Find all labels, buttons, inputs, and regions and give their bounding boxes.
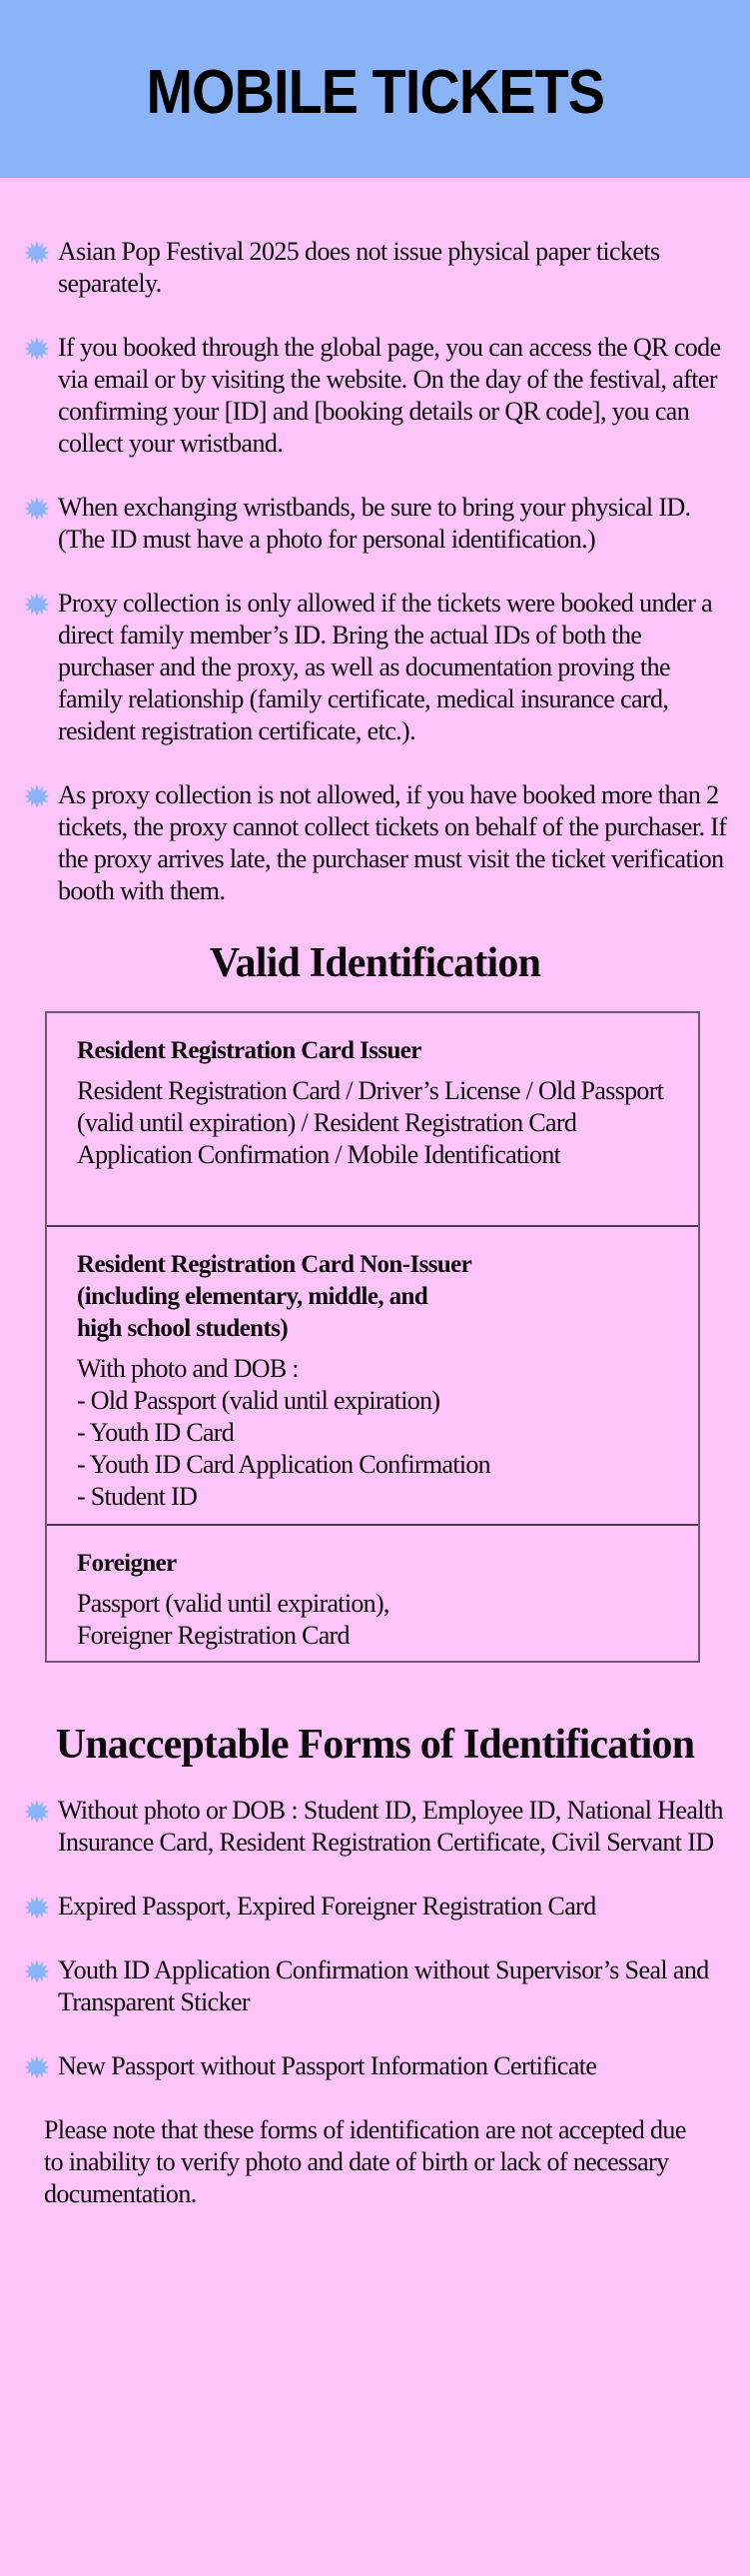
list-item <box>0 588 736 747</box>
ticket-info-list <box>0 236 750 907</box>
list-item <box>0 779 736 907</box>
unacceptable-identification-section <box>0 1721 750 2210</box>
starburst-icon <box>25 337 49 361</box>
id-table-row <box>47 1227 698 1526</box>
starburst-icon <box>25 1896 49 1920</box>
page-title: MOBILE TICKETS <box>146 57 604 127</box>
id-row-body: With photo and DOB : - Old Passport (valid until expiration) - Youth ID Card - Youth ID Card Application Confirmation - Student ID <box>77 1354 490 1511</box>
id-row-body: Passport (valid until expiration), Foreigner Registration Card <box>77 1589 389 1650</box>
id-row-title: Resident Registration Card Issuer <box>77 1037 421 1064</box>
list-item <box>0 1954 736 2018</box>
list-item-text: Without photo or DOB : Student ID, Employee ID, National Health Insurance Card, Resident Registration Certificate, Civil Servant ID <box>58 1796 723 1857</box>
list-item <box>0 1891 736 1923</box>
list-item-text: If you booked through the global page, you can access the QR code via email or by visiting the website. On the day of the festival, after confirming your [ID] and [booking details or QR code], you can collect your wristband. <box>58 333 721 458</box>
list-item <box>0 1795 736 1859</box>
id-table-row <box>47 1526 698 1661</box>
id-table-row <box>47 1013 698 1227</box>
id-row-body: Resident Registration Card / Driver’s License / Old Passport (valid until expiration) / Resident Registration Card Application Confirmation / Mobile Identificationt <box>77 1076 664 1169</box>
list-item-text: Asian Pop Festival 2025 does not issue physical paper tickets separately. <box>58 237 660 298</box>
list-item-text: As proxy collection is not allowed, if you have booked more than 2 tickets, the proxy cannot collect tickets on behalf of the purchaser. If the proxy arrives late, the purchaser must visit the ticket verification booth with them. <box>58 780 727 905</box>
ticket-info-section <box>0 178 750 907</box>
unacceptable-id-list <box>0 1795 750 2082</box>
list-item-text: New Passport without Passport Information Certificate <box>58 2051 597 2080</box>
starburst-icon <box>25 593 49 617</box>
page-header <box>0 0 750 178</box>
list-item-text: Proxy collection is only allowed if the tickets were booked under a direct family member’s ID. Bring the actual IDs of both the purchaser and the proxy, as well as documentation proving the family relationship (family certificate, medical insurance card, resident registration certificate, etc.). <box>58 589 713 745</box>
starburst-icon <box>25 241 49 265</box>
list-item <box>0 332 736 460</box>
valid-id-table <box>45 1011 700 1663</box>
starburst-icon <box>25 2055 49 2079</box>
starburst-icon <box>25 1800 49 1824</box>
unacceptable-identification-heading: Unacceptable Forms of Identification <box>55 1722 695 1768</box>
valid-identification-section <box>0 939 750 1663</box>
list-item-text: Expired Passport, Expired Foreigner Registration Card <box>58 1892 596 1921</box>
id-row-title: Resident Registration Card Non-Issuer (including elementary, middle, and high school students) <box>77 1251 472 1342</box>
unacceptable-id-note: Please note that these forms of identification are not accepted due to inability to verify photo and date of birth or lack of necessary documentation. <box>44 2115 686 2208</box>
starburst-icon <box>25 784 49 808</box>
list-item-text: When exchanging wristbands, be sure to bring your physical ID. (The ID must have a photo for personal identification.) <box>58 493 691 554</box>
starburst-icon <box>25 1959 49 1983</box>
valid-identification-heading: Valid Identification <box>209 940 541 986</box>
starburst-icon <box>25 497 49 521</box>
list-item-text: Youth ID Application Confirmation without Supervisor’s Seal and Transparent Sticker <box>58 1955 709 2016</box>
id-row-title: Foreigner <box>77 1550 177 1577</box>
list-item <box>0 2050 736 2082</box>
list-item <box>0 492 736 556</box>
list-item <box>0 236 736 300</box>
